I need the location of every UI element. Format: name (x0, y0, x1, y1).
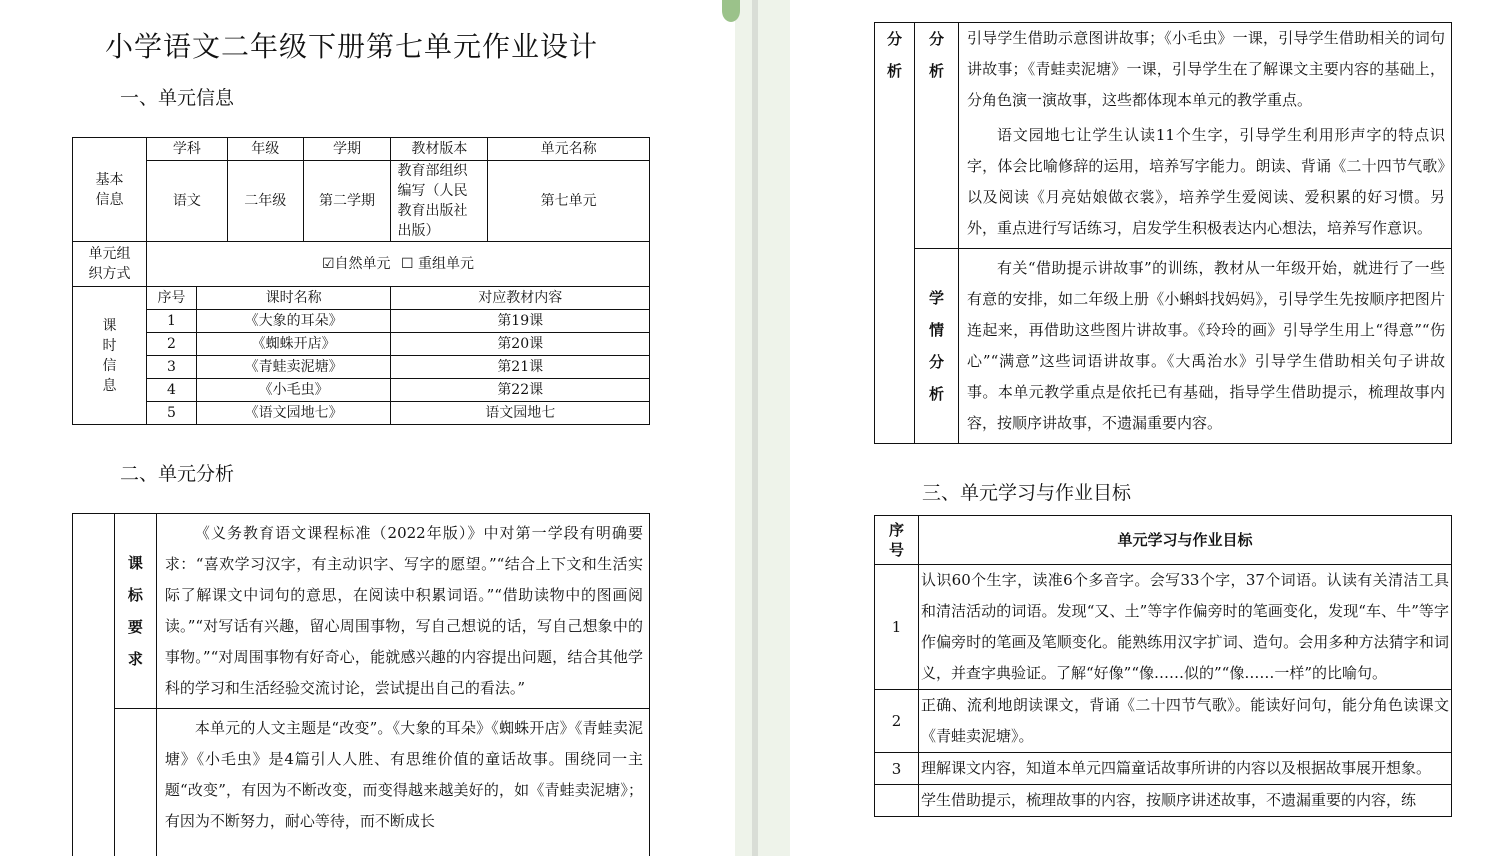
table-row (73, 402, 650, 425)
analysis-continued-table (874, 22, 1452, 444)
leaf-decoration-icon (722, 0, 740, 22)
header-edition: 教材版本 (391, 138, 488, 161)
goal-no: 1 (875, 565, 919, 690)
goals-table (874, 515, 1452, 817)
lesson-no: 3 (146, 356, 196, 379)
analysis-outer-cell (73, 514, 115, 856)
option-natural-unit[interactable]: ☑自然单元 (321, 256, 391, 272)
value-semester: 第二学期 (303, 161, 391, 242)
table-row (875, 690, 1452, 753)
value-unit-name: 第七单元 (488, 161, 650, 242)
lesson-no: 5 (146, 402, 196, 425)
page-gutter (735, 0, 790, 856)
unit-theme-text: 本单元的人文主题是“改变”。《大象的耳朵》《蜘蛛开店》《青蛙卖泥塘》《小毛虫》是4篇引人人胜、有思维价值的童话故事。围绕同一主题“改变”，有因为不断改变，而变得越来越美好的，如《青蛙卖泥塘》；有因为不断努力，耐心等待，而不断成长 (156, 709, 649, 856)
goal-no (875, 785, 919, 817)
header-lesson-name: 课时名称 (196, 287, 391, 310)
lesson-no: 1 (146, 310, 196, 333)
header-lesson-no: 序号 (146, 287, 196, 310)
lesson-content: 第19课 (391, 310, 650, 333)
page-divider (752, 0, 758, 856)
table-row (73, 310, 650, 333)
lesson-content: 第21课 (391, 356, 650, 379)
lesson-content: 第22课 (391, 379, 650, 402)
table-row (73, 333, 650, 356)
value-subject: 语文 (146, 161, 227, 242)
textbook-analysis-para2: 语文园地七让学生认读11个生字，引导学生利用形声字的特点识字，体会比喻修辞的运用，培养写字能力。朗读、背诵《二十四节气歌》以及阅读《月亮姑娘做衣裳》，培养学生爱阅读、爱积累的好习惯。另外，重点进行写话练习，启发学生积极表达内心想法，培养写作意识。 (967, 126, 1445, 237)
goal-text: 学生借助提示，梳理故事的内容，按顺序讲述故事，不遗漏重要的内容，练 (918, 785, 1451, 817)
label-basic-info: 基本信息 (73, 138, 147, 242)
lesson-content: 第20课 (391, 333, 650, 356)
goal-text: 理解课文内容，知道本单元四篇童话故事所讲的内容以及根据故事展开想象。 (918, 753, 1451, 785)
option-regroup-unit[interactable]: ☐ 重组单元 (400, 256, 474, 272)
label-student-analysis: 学情分析 (915, 249, 959, 444)
curriculum-requirements-text: 《义务教育语文课程标准（2022年版）》中对第一学段有明确要求：“喜欢学习汉字，有主动识字、写字的愿望。”“结合上下文和生活实际了解课文中词句的意思，在阅读中积累词语。”“借助读物中的图画阅读。”“对写话有兴趣，留心周围事物，写自己想说的话，写自己想象中的事物。”“对周围事物有好奇心，能就感兴趣的内容提出问题，结合其他学科的学习和生活经验交流讨论，尝试提出自己的看法。” (156, 514, 649, 709)
goal-no: 3 (875, 753, 919, 785)
student-analysis-text: 有关“借助提示讲故事”的训练，教材从一年级开始，就进行了一些有意的安排，如二年级上册《小蝌蚪找妈妈》，引导学生先按顺序把图片连起来，再借助这些图片讲故事。《玲玲的画》引导学生用上“得意”“伤心”“满意”这些词语讲故事。《大禹治水》引导学生借助相关句子讲故事。本单元教学重点是依托已有基础，指导学生借助提示，梳理故事内容，按顺序讲故事，不遗漏重要内容。 (959, 249, 1452, 444)
unit-info-table (72, 137, 650, 425)
analysis-theme-label-cell (114, 709, 156, 856)
section-heading-goals: 三、单元学习与作业目标 (922, 482, 1132, 504)
label-analysis-outer: 分析 (875, 23, 915, 444)
goal-no: 2 (875, 690, 919, 753)
lesson-no: 2 (146, 333, 196, 356)
section-heading-unit-analysis: 二、单元分析 (120, 463, 235, 485)
value-grade: 二年级 (227, 161, 303, 242)
lesson-name: 《小毛虫》 (196, 379, 391, 402)
table-row (875, 785, 1452, 817)
table-row (875, 565, 1452, 690)
table-row (73, 356, 650, 379)
lesson-name: 《青蛙卖泥塘》 (196, 356, 391, 379)
textbook-analysis-para1: 引导学生借助示意图讲故事；《小毛虫》一课，引导学生借助相关的词句讲故事；《青蛙卖泥塘》一课，引导学生在了解课文主要内容的基础上，分角色演一演故事，这些都体现本单元的教学重点。 (967, 29, 1445, 109)
header-goal-no: 序号 (875, 516, 919, 565)
table-row (875, 753, 1452, 785)
header-semester: 学期 (303, 138, 391, 161)
label-curriculum-requirements: 课标要求 (114, 514, 156, 709)
unit-organization-options (146, 242, 649, 287)
header-unit-name: 单元名称 (488, 138, 650, 161)
section-heading-unit-info: 一、单元信息 (120, 87, 235, 109)
header-grade: 年级 (227, 138, 303, 161)
label-unit-organization: 单元组织方式 (73, 242, 147, 287)
header-lesson-content: 对应教材内容 (391, 287, 650, 310)
document-title: 小学语文二年级下册第七单元作业设计 (105, 30, 599, 63)
table-row (73, 379, 650, 402)
label-lesson-info: 课时信息 (73, 287, 147, 425)
unit-analysis-table (72, 513, 650, 856)
textbook-analysis-cell (959, 23, 1452, 249)
goal-text: 正确、流利地朗读课文，背诵《二十四节气歌》。能读好问句，能分角色读课文《青蛙卖泥塘》。 (918, 690, 1451, 753)
lesson-no: 4 (146, 379, 196, 402)
lesson-name: 《蜘蛛开店》 (196, 333, 391, 356)
header-subject: 学科 (146, 138, 227, 161)
right-page (790, 0, 1486, 856)
lesson-name: 《大象的耳朵》 (196, 310, 391, 333)
label-analysis-inner: 分析 (915, 23, 959, 249)
header-goal-text: 单元学习与作业目标 (918, 516, 1451, 565)
goal-text: 认识60个生字，读准6个多音字。会写33个字，37个词语。认读有关清洁工具和清洁活动的词语。发现“又、土”等字作偏旁时的笔画变化，发现“车、牛”等字作偏旁时的笔画及笔顺变化。能熟练用汉字扩词、造句。会用多种方法猜字和词义，并查字典验证。了解“好像”“像……似的”“像……一样”的比喻句。 (918, 565, 1451, 690)
left-page (0, 0, 735, 856)
lesson-content: 语文园地七 (391, 402, 650, 425)
value-edition: 教育部组织编写（人民教育出版社出版） (391, 161, 488, 242)
lesson-name: 《语文园地七》 (196, 402, 391, 425)
